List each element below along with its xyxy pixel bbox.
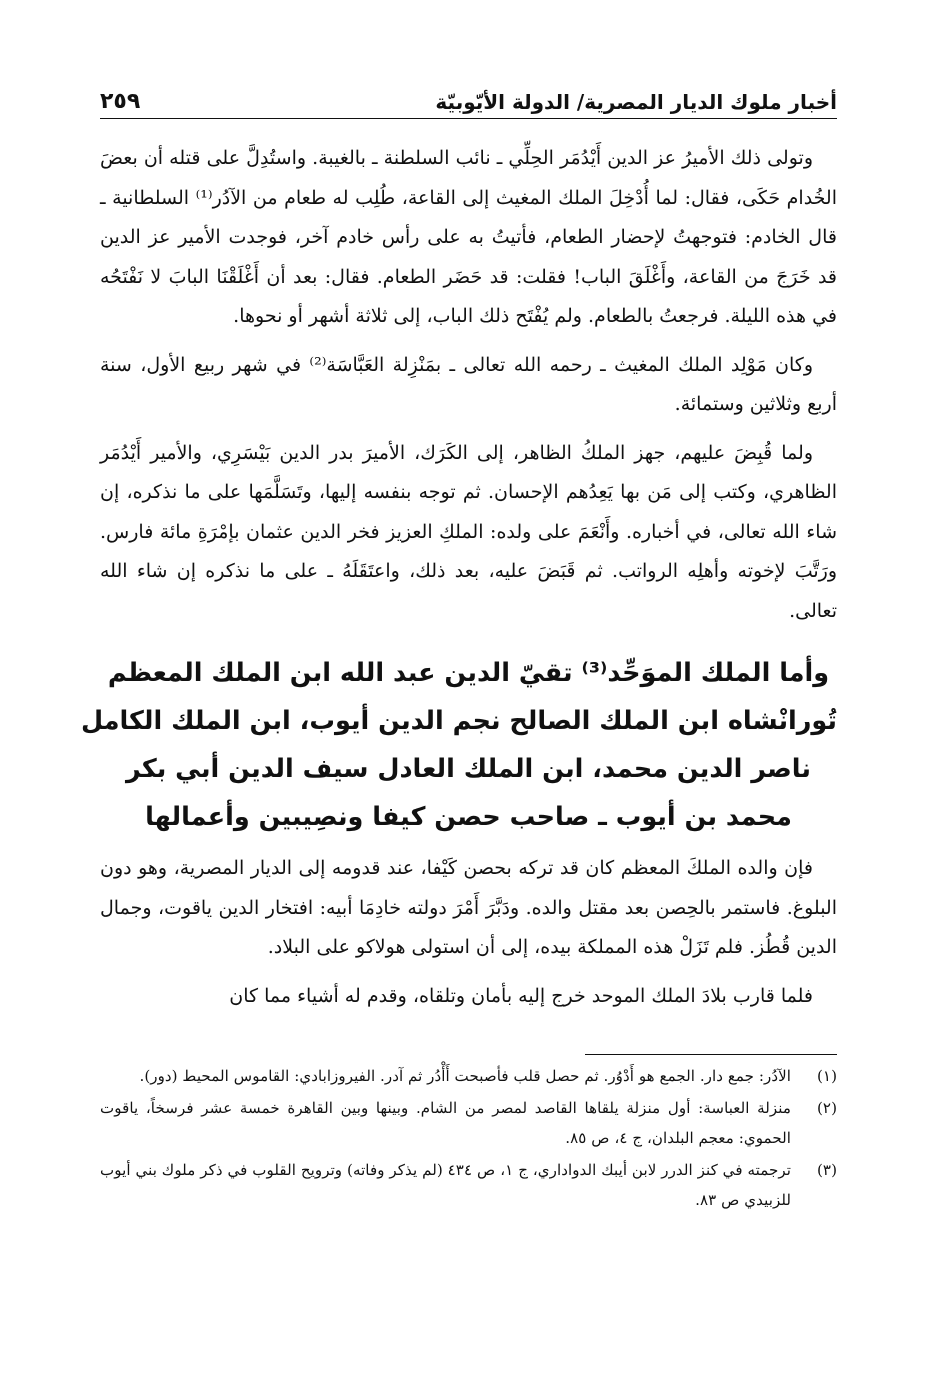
paragraph: وتولى ذلك الأميرُ عز الدين أَيْدُمَر الحِلِّي ـ نائب السلطنة ـ بالغيبة. واستُدِلَّ على قتله أن بعضَ الخُدام حَكَى، فقال: لما أُدْخِلَ الملك المغيث إلى القاعة، طُلِب له طعام من الآدُر⁽¹⁾ السلطانية ـ قال الخادم: فتوجهتُ لإحضار الطعام، فأتيتُ به على رأس خادم آخر، فوجدت الأمير عز الدين قد خَرَجَ من القاعة، وأَغْلَقَ الباب! فقلت: قد حَضَر الطعام. فقال: بعد أن أَغْلَقْنَا البابَ لا نَفْتَحُه في هذه الليلة. فرجعتُ بالطعام. ولم يُفْتَح ذلك الباب، إلى ثلاثة أشهر أو نحوها.	[100, 147, 837, 327]
footnote-text: الآدُر: جمع دار. الجمع هو أَدْوُر. ثم حصل قلب فأصبحت أَأْدُر ثم آدر. الفيروزابادي: القاموس المحيط (دور).	[139, 1067, 791, 1085]
paragraph: ولما قُبِضَ عليهم، جهز الملكُ الظاهر، إلى الكَرَك، الأميرَ بدر الدين بَيْسَرِي، والأمير أَيْدُمَر الظاهري، وكتب إلى مَن بها يَعِدُهم الإحسان. ثم توجه بنفسه إليها، وتَسَلَّمَها على ما نذكره، إن شاء الله تعالى، في أخباره. وأَنْعَمَ على ولده: الملكِ العزيز فخر الدين عثمان بإمْرَةِ مائة فارس. ورَتَّبَ لإخوته وأهلِه الرواتب. ثم قَبَضَ عليه، بعد ذلك، واعتَقَلَهُ ـ على ما نذكره إن شاء الله تعالى.	[100, 441, 837, 622]
book-page	[80, 80, 837, 1217]
running-title: أخبار ملوك الديار المصرية/ الدولة الأيّوبيّة	[435, 90, 837, 114]
paragraph: فإن والده الملكَ المعظم كان قد تركه بحصن كَيْفا، عند قدومه إلى الديار المصرية، وهو دون البلوغ. فاستمر بالحِصن بعد مقتل والده. ودَبَّرَ أَمْرَ دولته خادِمَا أبيه: افتخار الدين ياقوت، وجمال الدين قُطُز. فلم تَزَلْ هذه المملكة بيده، إلى أن استولى هولاكو على البلاد.	[100, 857, 837, 958]
footnote-number: (١)	[816, 1067, 837, 1085]
section-heading-line: محمد بن أيوب ـ صاحب حصن كيفا ونصِيبين وأعمالها	[145, 802, 792, 832]
footnote-number: (٢)	[816, 1099, 837, 1117]
running-header	[100, 80, 837, 119]
footnote-text: منزلة العباسة: أول منزلة يلقاها القاصد لمصر من الشام. وبينها وبين القاهرة خمسة عشر فرسخاً، ياقوت الحموي: معجم البلدان، ج ٤، ص ٨٥.	[100, 1099, 791, 1147]
section-heading-line: تُورانْشاه ابن الملك الصالح نجم الدين أيوب، ابن الملك الكامل	[80, 706, 837, 736]
footnote	[100, 1093, 837, 1153]
main-text	[80, 139, 837, 1016]
footnote	[100, 1155, 837, 1215]
section-heading-line: وأما الملك الموَحِّد⁽³⁾ تقيّ الدين عبد الله ابن الملك المعظم	[107, 658, 830, 688]
footnote-divider	[585, 1054, 837, 1055]
paragraph: وكان مَوْلِد الملك المغيث ـ رحمه الله تعالى ـ بمَنْزِلة العَبَّاسَة⁽²⁾ في شهر ربيع الأول، سنة أربع وثلاثين وستمائة.	[100, 353, 837, 415]
footnotes	[100, 1061, 837, 1215]
page-number: ٢٥٩	[100, 89, 141, 114]
footnote	[100, 1061, 837, 1091]
footnote-number: (٣)	[816, 1161, 837, 1179]
paragraph: فلما قارب بلادَ الملك الموحد خرج إليه بأمان وتلقاه، وقدم له أشياء مما كان	[229, 984, 813, 1007]
footnote-text: ترجمته في كنز الدرر لابن أيبك الدواداري، ج ١، ص ٤٣٤ (لم يذكر وفاته) وترويح القلوب في ذكر ملوك بني أيوب للزبيدي ص ٨٣.	[100, 1161, 791, 1209]
section-heading	[80, 649, 837, 841]
section-heading-line: ناصر الدين محمد، ابن الملك العادل سيف الدين أبي بكر	[126, 754, 811, 784]
